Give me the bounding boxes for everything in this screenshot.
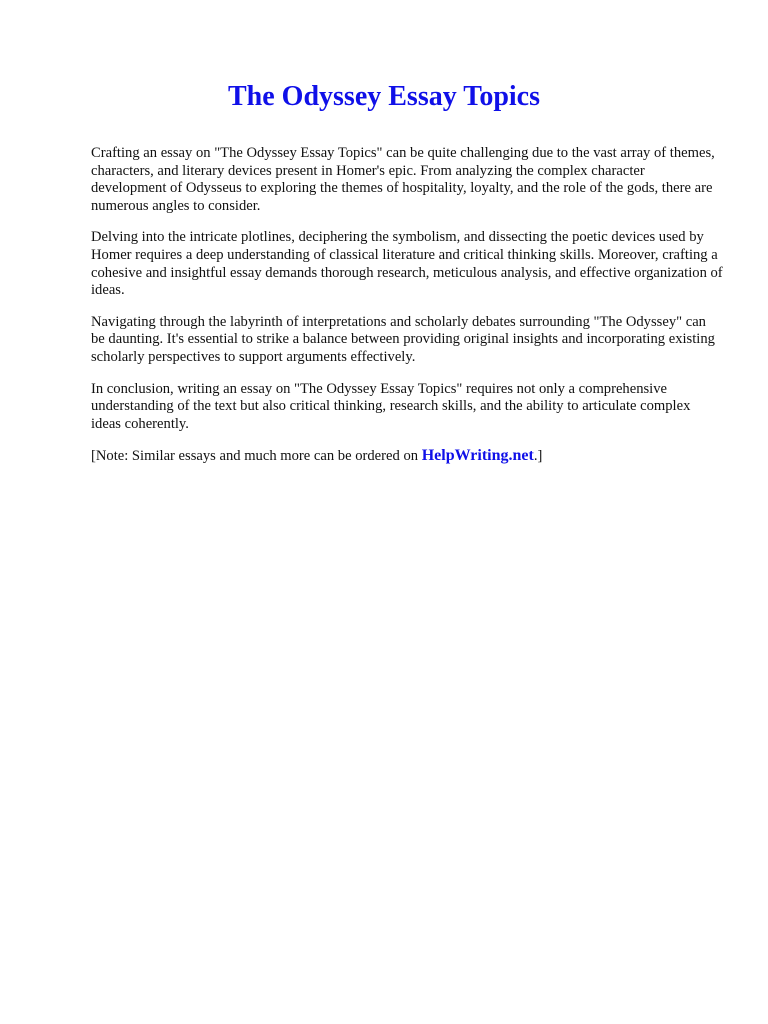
helpwriting-link[interactable]: HelpWriting.net bbox=[421, 447, 534, 465]
paragraph-conclusion: In conclusion, writing an essay on "The Odyssey Essay Topics" requires not only a comprehensive understanding of the text but also critical thinking, research skills, and the ability to articulate complex ideas coherently. bbox=[91, 380, 691, 432]
note-line bbox=[91, 447, 723, 466]
paragraph-interpretations: Navigating through the labyrinth of interpretations and scholarly debates surrounding "The Odyssey" can be daunting. It's essential to strike a balance between providing original insights and incorporating existing scholarly perspectives to support arguments effectively. bbox=[91, 313, 715, 365]
paragraph-plotlines: Delving into the intricate plotlines, deciphering the symbolism, and dissecting the poetic devices used by Homer requires a deep understanding of classical literature and critical thinking skills. Moreover, crafting a cohesive and insightful essay demands thorough research, meticulous analysis, and effective organization of ideas. bbox=[91, 229, 723, 299]
paragraph-intro: Crafting an essay on "The Odyssey Essay Topics" can be quite challenging due to the vast array of themes, characters, and literary devices present in Homer's epic. From analyzing the complex character development of Odysseus to exploring the themes of hospitality, loyalty, and the role of the gods, there are numerous angles to consider. bbox=[91, 145, 715, 214]
note-suffix: .] bbox=[533, 448, 543, 465]
note-prefix: [Note: Similar essays and much more can be ordered on bbox=[91, 448, 422, 465]
essay-body bbox=[91, 145, 723, 480]
page-title: The Odyssey Essay Topics bbox=[228, 81, 540, 112]
